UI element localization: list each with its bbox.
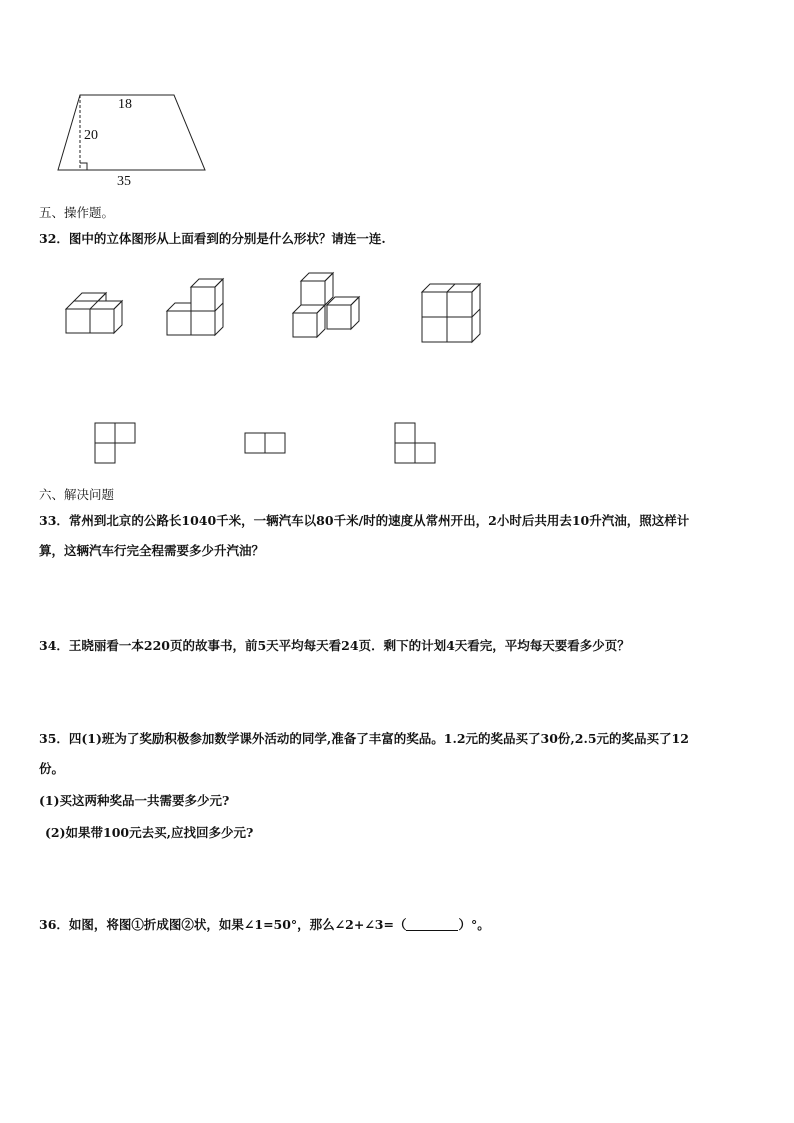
q34-text: 34．王晓丽看一本220页的故事书，前5天平均每天看24页．剩下的计划4天看完，平均每天要看多少页？ [39, 638, 630, 653]
q36-answer-blank[interactable] [406, 918, 458, 931]
trapezoid-top-label: 18 [118, 97, 132, 112]
q36-after: ）°。 [458, 917, 490, 932]
trapezoid-bottom-label: 35 [117, 174, 131, 189]
top-views-row [0, 0, 794, 480]
q35-sub1: (1)买这两种奖品一共需要多少元? [39, 793, 230, 808]
q36-text [39, 915, 490, 933]
section5-title: 五、操作题。 [39, 205, 115, 220]
top-view-1 [95, 423, 135, 463]
q36-before: 36．如图，将图①折成图②状，如果∠1=50°，那么∠2+∠3=（ [39, 917, 407, 932]
q35-line1: 35．四(1)班为了奖励积极参加数学课外活动的同学,准备了丰富的奖品。1.2元的奖品买了30份,2.5元的奖品买了12 [39, 731, 689, 746]
top-view-2 [245, 433, 285, 453]
q32-text: 32．图中的立体图形从上面看到的分别是什么形状？请连一连. [39, 231, 386, 246]
top-view-3 [395, 423, 435, 463]
trapezoid-height-label: 20 [84, 128, 98, 143]
q33-line2: 算，这辆汽车行完全程需要多少升汽油？ [39, 543, 265, 558]
q35-sub2: (2)如果带100元去买,应找回多少元? [45, 825, 254, 840]
q35-line2: 份。 [39, 761, 65, 776]
section6-title: 六、解决问题 [39, 487, 115, 502]
q33-line1: 33．常州到北京的公路长1040千米，一辆汽车以80千米/时的速度从常州开出，2小时后共用去10升汽油，照这样计 [39, 513, 690, 528]
